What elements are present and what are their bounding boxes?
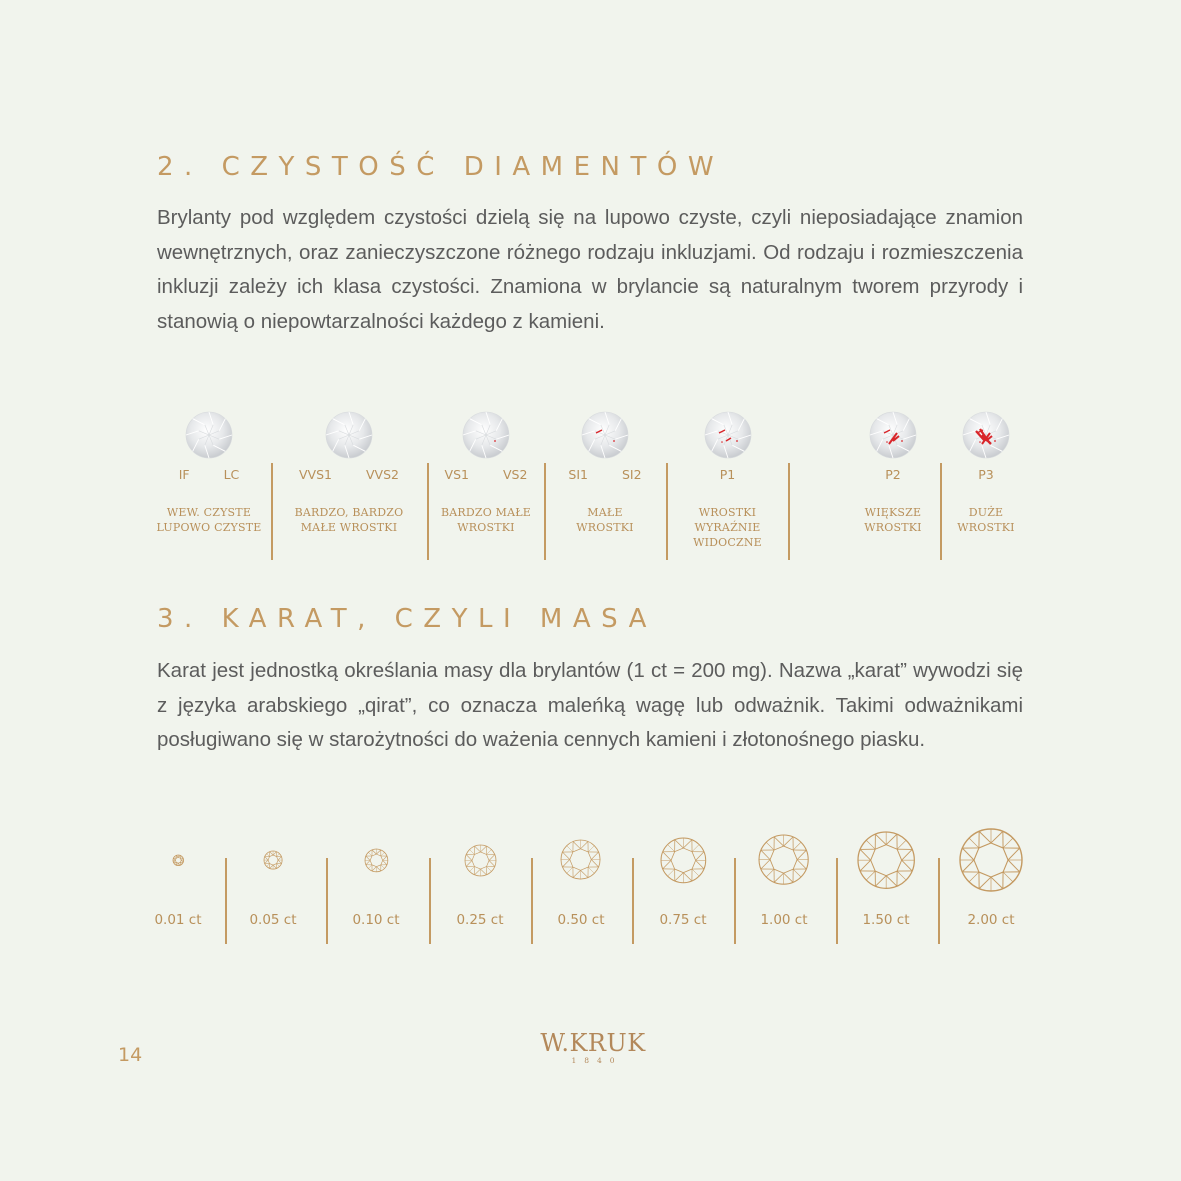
carat-diamond-icon	[757, 833, 810, 886]
clarity-grade	[667, 405, 788, 560]
clarity-codes	[931, 467, 1041, 482]
carat-label: 0.10 ct	[352, 912, 400, 928]
clarity-codes	[667, 467, 788, 482]
clarity-code: VS1	[444, 467, 469, 482]
carat-diamond-icon	[463, 843, 498, 878]
diamond-icon	[185, 411, 233, 459]
column-divider	[427, 463, 429, 560]
diamond-icon	[462, 411, 510, 459]
clarity-description	[667, 505, 788, 550]
clarity-description-line: WROSTKI	[864, 521, 922, 534]
clarity-code: P1	[719, 467, 736, 482]
column-divider	[429, 858, 431, 944]
carat-label: 1.00 ct	[760, 912, 808, 928]
clarity-description-line: MAŁE	[587, 506, 623, 519]
logo-name: W.KRUK	[540, 1029, 646, 1057]
diamond-icon	[325, 411, 373, 459]
carat-diamond-icon	[856, 830, 916, 890]
clarity-description-line: WROSTKI	[457, 521, 515, 534]
carat-label: 1.50 ct	[862, 912, 910, 928]
clarity-description-line: WIĘKSZE	[864, 506, 922, 519]
column-divider	[544, 463, 546, 560]
column-divider	[938, 858, 940, 944]
clarity-grade	[428, 405, 544, 560]
column-divider	[632, 858, 634, 944]
column-divider	[940, 463, 942, 560]
clarity-code: P2	[885, 467, 901, 482]
column-divider	[788, 463, 790, 560]
carat-label: 0.25 ct	[456, 912, 504, 928]
clarity-codes	[150, 467, 268, 482]
carat-label: 0.75 ct	[659, 912, 707, 928]
clarity-grade	[274, 405, 424, 560]
carat-label: 0.01 ct	[154, 912, 202, 928]
logo-year: 1840	[571, 1056, 623, 1065]
clarity-code: VVS1	[299, 467, 332, 482]
clarity-code: P3	[978, 467, 994, 482]
carat-diamond-icon	[659, 836, 708, 885]
clarity-description-line: BARDZO MAŁE	[440, 506, 532, 519]
clarity-paragraph: Brylanty pod względem czystości dzielą się na lupowo czyste, czyli nieposiadające znamion wewnętrznych, oraz zanieczyszczone różnego rodzaju inkluzjami. Od rodzaju i rozmieszczenia inkluzji zależy ich klasa czystości. Znamiona w brylancie są naturalnym tworem przyrody i stanowią o niepowtarzalności każdego z kamieni.	[157, 206, 1023, 333]
clarity-codes	[274, 467, 424, 482]
page-number: 14	[118, 1044, 143, 1066]
carat-diamond-icon	[171, 853, 186, 868]
column-divider	[326, 858, 328, 944]
carat-paragraph: Karat jest jednostką określania masy dla brylantów (1 ct = 200 mg). Nazwa „karat” wywodzi się z języka arabskiego „qirat”, co oznacza maleńką wagę lub odważnik. Takimi odważnikami posługiwano się w starożytności do ważenia cennych kamieni i złotonośnego piasku.	[157, 659, 1023, 751]
section-heading-clarity: 2. CZYSTOŚĆ DIAMENTÓW	[157, 152, 725, 182]
carat-diamond-icon	[958, 827, 1024, 893]
section-heading-carat: 3. KARAT, CZYLI MASA	[157, 604, 657, 634]
column-divider	[836, 858, 838, 944]
clarity-code: IF	[178, 467, 190, 482]
clarity-description-line: WROSTKI WYRAŹNIE	[694, 506, 761, 534]
clarity-grade	[546, 405, 664, 560]
diamond-icon	[581, 411, 629, 459]
clarity-description	[150, 505, 268, 535]
clarity-codes	[428, 467, 544, 482]
clarity-grade	[150, 405, 268, 560]
carat-diamond-icon	[363, 847, 390, 874]
column-divider	[271, 463, 273, 560]
clarity-description	[274, 505, 424, 535]
clarity-code: SI2	[622, 467, 642, 482]
clarity-description-line: WEW. CZYSTE	[166, 506, 252, 519]
brand-logo	[538, 1030, 648, 1065]
carat-diamond-icon	[559, 838, 602, 881]
diamond-icon	[704, 411, 752, 459]
clarity-description-line: MAŁE WROSTKI	[300, 521, 398, 534]
diamond-icon	[869, 411, 917, 459]
carat-label: 0.50 ct	[557, 912, 605, 928]
diamond-icon	[962, 411, 1010, 459]
clarity-description	[931, 505, 1041, 535]
column-divider	[734, 858, 736, 944]
column-divider	[531, 858, 533, 944]
clarity-description	[546, 505, 664, 535]
clarity-description-line: BARDZO, BARDZO	[294, 506, 404, 519]
carat-scale	[150, 820, 1040, 950]
clarity-code: LC	[223, 467, 240, 482]
carat-label: 2.00 ct	[967, 912, 1015, 928]
clarity-description-line: DUŻE	[968, 506, 1004, 519]
clarity-grade	[931, 405, 1041, 560]
clarity-description	[428, 505, 544, 535]
clarity-description-line: LUPOWO CZYSTE	[156, 521, 262, 534]
clarity-description-line: WIDOCZNE	[693, 536, 762, 549]
column-divider	[666, 463, 668, 560]
clarity-code: VS2	[503, 467, 528, 482]
clarity-scale	[150, 405, 1040, 565]
clarity-description-line: WROSTKI	[957, 521, 1015, 534]
clarity-code: SI1	[568, 467, 588, 482]
clarity-description-line: WROSTKI	[576, 521, 634, 534]
column-divider	[225, 858, 227, 944]
clarity-codes	[546, 467, 664, 482]
clarity-code: VVS2	[366, 467, 399, 482]
carat-label: 0.05 ct	[249, 912, 297, 928]
carat-diamond-icon	[262, 849, 284, 871]
